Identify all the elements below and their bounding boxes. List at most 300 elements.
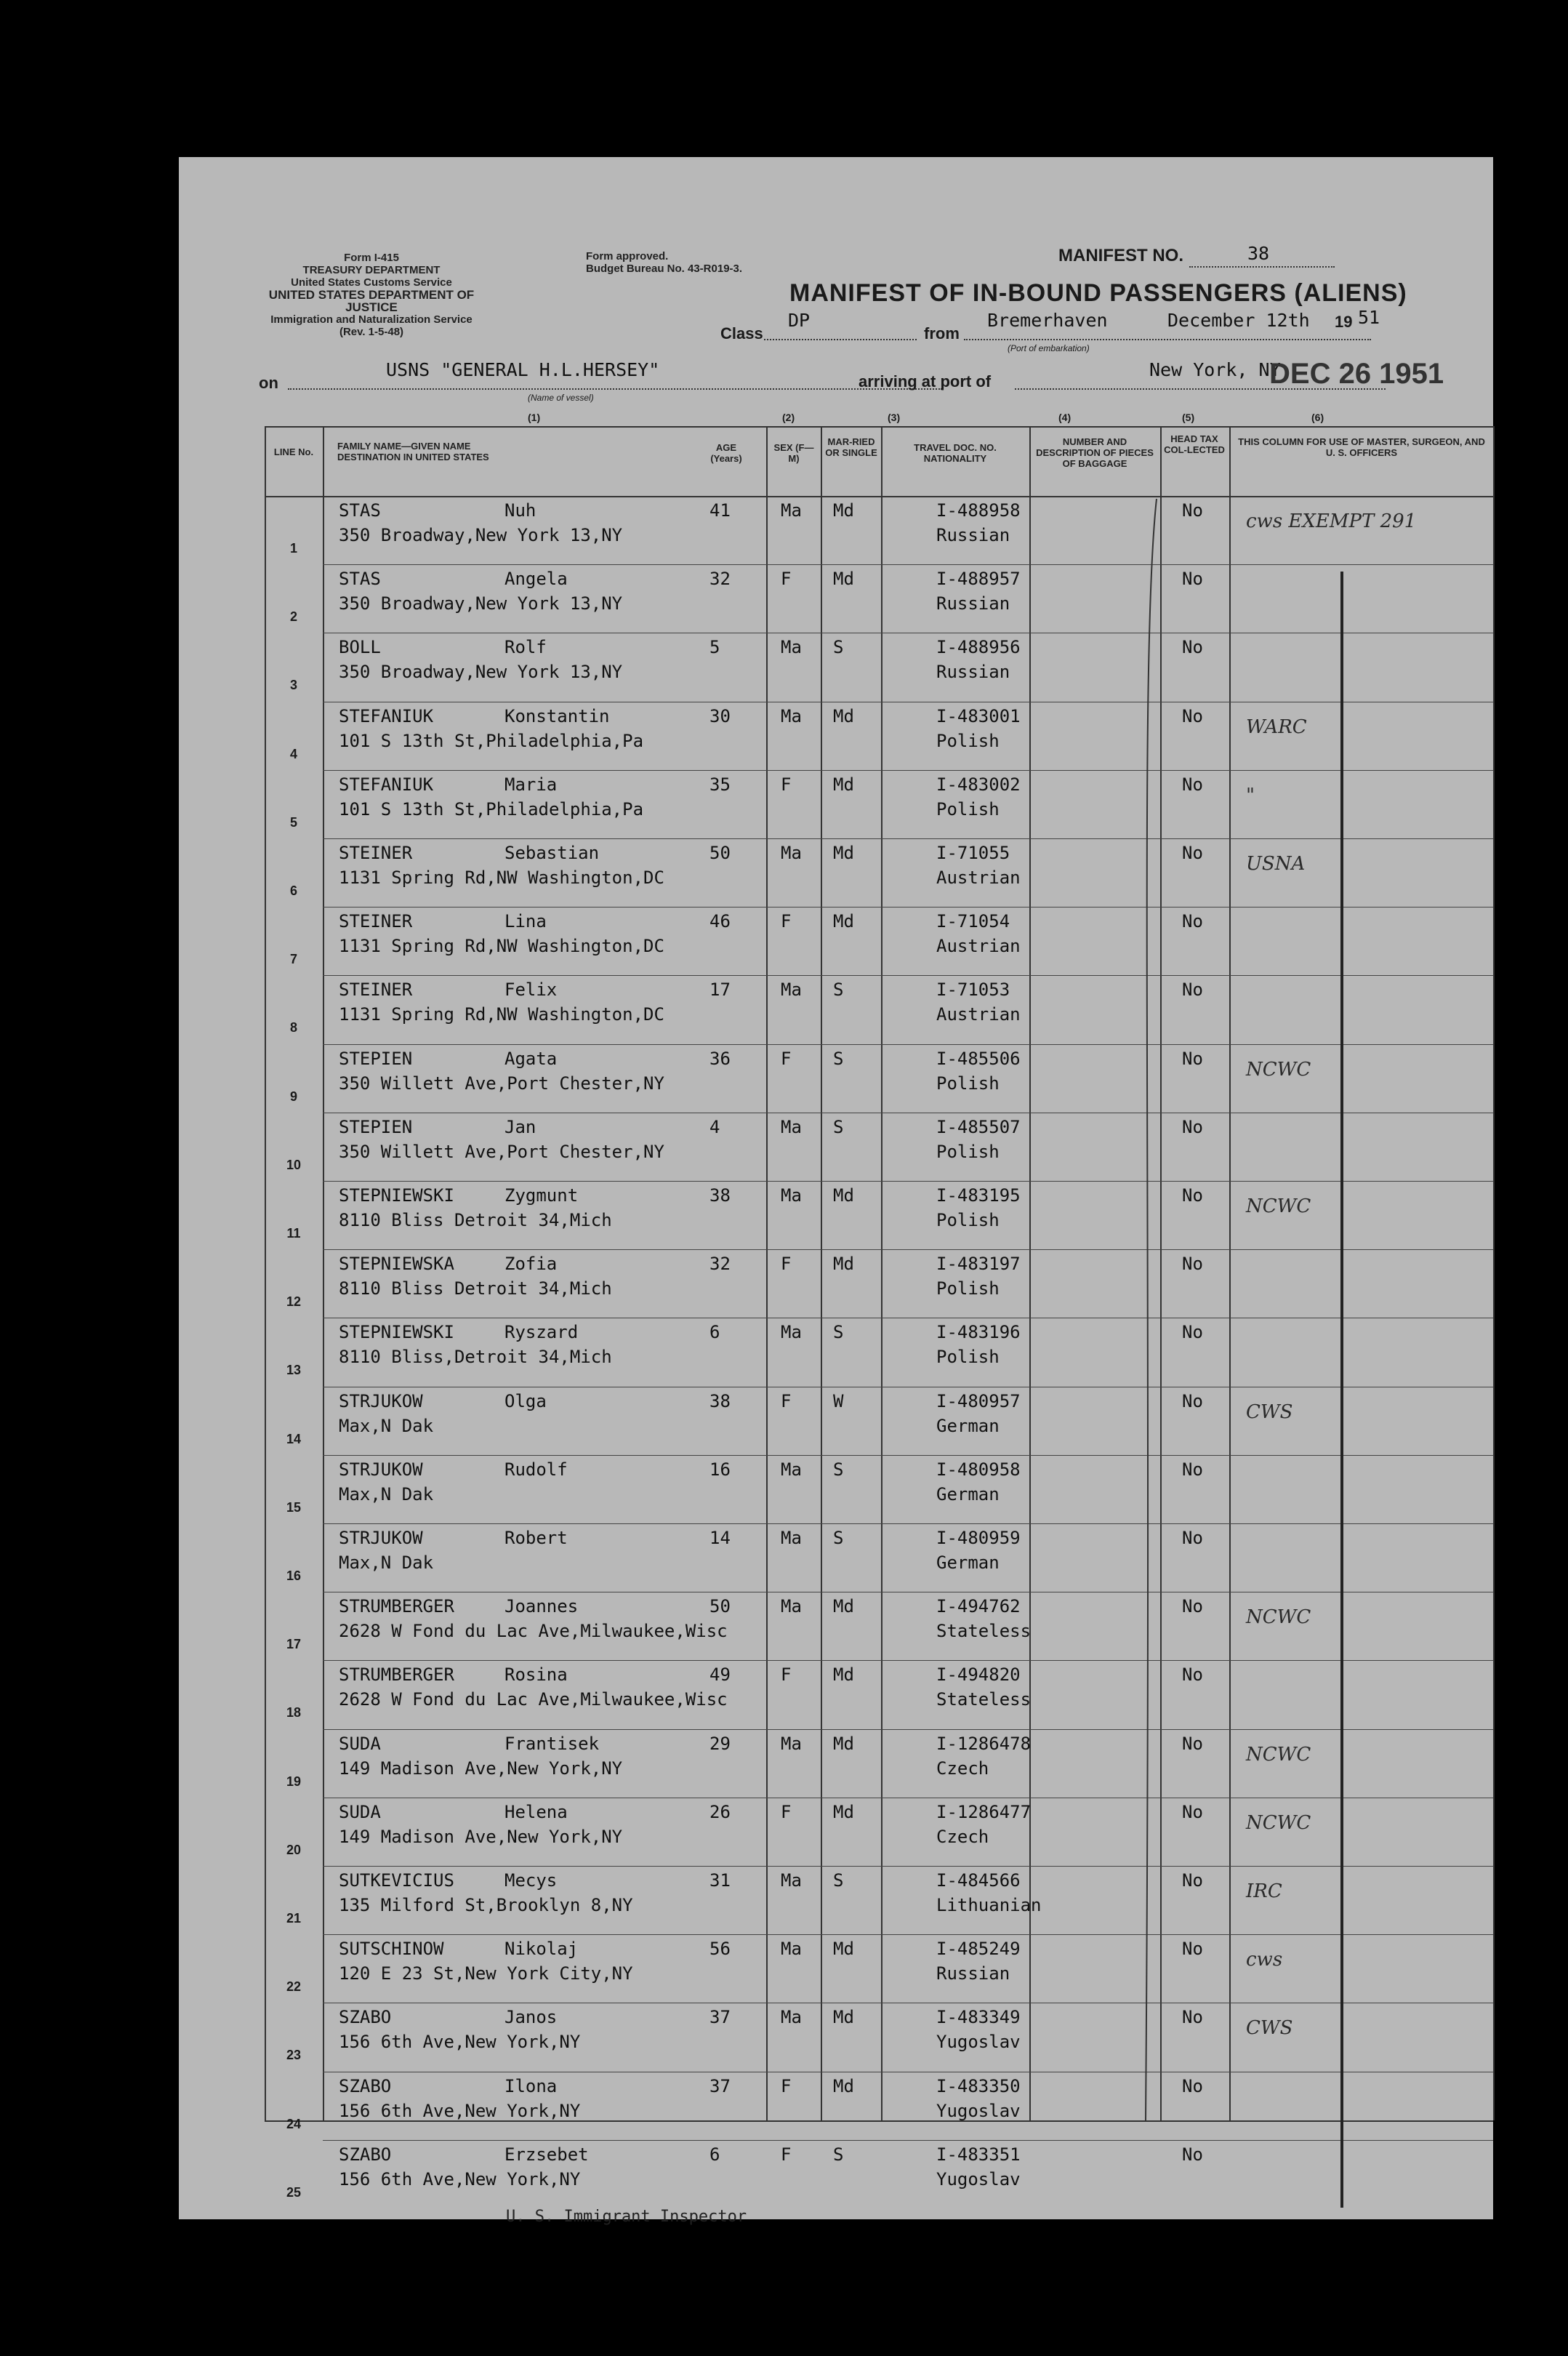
lineno: 21 [286,1911,302,1926]
sex: F [781,911,792,932]
age: 37 [709,2007,731,2028]
col-num-6: (6) [1311,412,1324,423]
sex: Ma [781,1322,802,1343]
col-num-1: (1) [528,412,541,423]
head-tax: No [1182,569,1203,590]
nationality: Polish [936,730,1000,751]
destination: Max,N Dak [339,1483,434,1504]
lineno: 17 [286,1637,302,1652]
nationality: Austrian [936,1004,1021,1025]
head-tax: No [1182,774,1203,795]
officer-note: NCWC [1246,1058,1311,1081]
marital-status: S [833,1870,844,1891]
head-tax: No [1182,911,1203,932]
officer-note: cws EXEMPT 291 [1246,510,1417,532]
destination: 101 S 13th St,Philadelphia,Pa [339,730,644,751]
age: 16 [709,1459,731,1480]
year-value: 51 [1358,307,1380,328]
destination: 8110 Bliss Detroit 34,Mich [339,1278,612,1299]
family-name: STEFANIUK [339,705,434,726]
family-name: SZABO [339,2075,392,2096]
nationality: Lithuanian [936,1895,1042,1915]
nationality: Polish [936,1278,1000,1299]
head-tax: No [1182,705,1203,726]
marital-status: S [833,1116,844,1137]
head-tax: No [1182,1528,1203,1548]
col-num-3: (3) [888,412,901,423]
head-tax: No [1182,843,1203,863]
travel-doc-no: I-485249 [936,1939,1021,1960]
head-tax: No [1182,1596,1203,1617]
officer-note: IRC [1246,1880,1282,1902]
col-num-4: (4) [1058,412,1072,423]
family-name: SUDA [339,1733,381,1754]
head-tax: No [1182,1116,1203,1137]
lineno: 11 [286,1226,301,1241]
family-name: STRUMBERGER [339,1664,454,1686]
marital-status: Md [833,843,854,863]
arriving-label: arriving at port of [859,372,992,390]
family-name: STEPNIEWSKI [339,1185,454,1206]
age: 35 [709,774,731,795]
family-name: BOLL [339,637,381,658]
lineno: 4 [289,746,298,761]
marital-status: Md [833,774,854,795]
lineno: 25 [286,2184,302,2200]
destination: 350 Broadway,New York 13,NY [339,662,623,683]
age: 41 [709,500,731,521]
nationality: Russian [936,1963,1010,1984]
manifest-no: 38 [1247,243,1270,264]
destination: 156 6th Ave,New York,NY [339,2100,581,2121]
th-age: AGE (Years) [710,442,742,464]
marital-status: S [833,979,844,1001]
family-name: STRJUKOW [339,1390,423,1411]
family-name: STAS [339,500,381,521]
travel-doc-no: I-485507 [936,1116,1021,1137]
destination: 350 Broadway,New York 13,NY [339,525,623,545]
marital-status: Md [833,1733,854,1754]
age: 38 [709,1390,731,1411]
head-tax: No [1182,500,1203,521]
nationality: Yugoslav [936,2032,1021,2053]
given-name: Nikolaj [504,1939,579,1960]
officer-note: NCWC [1246,1743,1311,1766]
th-tax: HEAD TAX COL-LECTED [1164,433,1225,455]
marital-status: S [833,2144,844,2165]
sex: F [781,569,792,590]
age: 46 [709,911,731,932]
revision: (Rev. 1-5-48) [339,326,404,338]
given-name: Agata [504,1048,558,1069]
age: 49 [709,1664,731,1686]
port-value: New York, NY [1149,359,1281,380]
destination: 101 S 13th St,Philadelphia,Pa [339,798,644,820]
sex: F [781,1664,792,1686]
given-name: Olga [504,1390,547,1411]
sex: F [781,1801,792,1822]
sex: F [781,1390,792,1411]
sex: Ma [781,1116,802,1137]
sex: F [781,1254,792,1275]
nationality: Stateless [936,1689,1032,1710]
officer-note: cws [1246,1949,1283,1971]
sex: Ma [781,979,802,1001]
lineno: 16 [286,1568,302,1583]
nationality: Russian [936,593,1010,614]
class-label: Class [720,324,763,342]
given-name: Rudolf [504,1459,568,1480]
from-label: from [924,324,960,342]
manifest-page [179,157,1493,2226]
th-line-no: LINE No. [273,446,314,457]
travel-doc-no: I-488958 [936,500,1021,521]
destination: 350 Willett Ave,Port Chester,NY [339,1141,664,1162]
age: 14 [709,1528,731,1548]
nationality: Polish [936,798,1000,820]
nationality: German [936,1552,1000,1573]
travel-doc-no: I-480957 [936,1390,1021,1411]
officer-note: " [1246,784,1255,806]
officer-note: USNA [1246,853,1306,875]
marital-status: Md [833,1596,854,1617]
inspector-signature: U. S. Immigrant Inspector [506,2208,747,2226]
lineno: 18 [286,1705,302,1720]
marital-status: Md [833,911,854,932]
class-value: DP [788,310,811,331]
destination: 350 Willett Ave,Port Chester,NY [339,1073,664,1094]
vessel-note: (Name of vessel) [528,393,594,403]
travel-doc-no: I-1286477 [936,1801,1032,1822]
given-name: Konstantin [504,705,610,726]
family-name: STEINER [339,843,413,863]
sex: Ma [781,1185,802,1206]
head-tax: No [1182,2075,1203,2096]
age: 50 [709,1596,731,1617]
age: 29 [709,1733,731,1754]
destination: 156 6th Ave,New York,NY [339,2032,581,2053]
travel-doc-no: I-483196 [936,1322,1021,1343]
lineno: 1 [289,541,298,556]
sex: Ma [781,1528,802,1548]
col-num-5: (5) [1182,412,1195,423]
family-name: SUTSCHINOW [339,1939,444,1960]
sex: Ma [781,637,802,658]
sex: Ma [781,1870,802,1891]
given-name: Rolf [504,637,547,658]
age: 5 [709,637,720,658]
lineno: 12 [286,1294,302,1310]
nationality: Austrian [936,868,1021,888]
travel-doc-no: I-480958 [936,1459,1021,1480]
nationality: German [936,1483,1000,1504]
th-sex: SEX (F—M) [773,442,814,464]
sex: F [781,774,792,795]
given-name: Ryszard [504,1322,579,1343]
family-name: STEINER [339,979,413,1001]
nationality: Yugoslav [936,2168,1021,2189]
sex: Ma [781,843,802,863]
travel-doc-no: I-488956 [936,637,1021,658]
port-note: (Port of embarkation) [1008,343,1090,353]
age: 4 [709,1116,720,1137]
justice-dept: UNITED STATES DEPARTMENT OF JUSTICE [268,288,475,314]
travel-doc-no: I-483349 [936,2007,1021,2028]
head-tax: No [1182,1801,1203,1822]
handwritten-marks [179,157,1493,2219]
lineno: 10 [286,1157,302,1172]
head-tax: No [1182,637,1203,658]
given-name: Ilona [504,2075,558,2096]
form-approved: Form approved. [586,250,669,263]
family-name: STEFANIUK [339,774,434,795]
destination: 1131 Spring Rd,NW Washington,DC [339,936,664,957]
nationality: German [936,1415,1000,1436]
travel-doc-no: I-483350 [936,2075,1021,2096]
marital-status: Md [833,569,854,590]
officer-note: NCWC [1246,1606,1311,1629]
head-tax: No [1182,2007,1203,2028]
destination: 1131 Spring Rd,NW Washington,DC [339,1004,664,1025]
destination: 350 Broadway,New York 13,NY [339,593,623,614]
lineno: 8 [289,1020,298,1035]
travel-doc-no: I-1286478 [936,1733,1032,1754]
age: 38 [709,1185,731,1206]
destination: 1131 Spring Rd,NW Washington,DC [339,868,664,888]
given-name: Rosina [504,1664,568,1686]
family-name: SZABO [339,2007,392,2028]
sex: F [781,2144,792,2165]
marital-status: S [833,1528,844,1548]
age: 50 [709,843,731,863]
family-name: STEPNIEWSKI [339,1322,454,1343]
travel-doc-no: I-71055 [936,843,1010,863]
lineno: 23 [286,2048,302,2063]
destination: 135 Milford St,Brooklyn 8,NY [339,1895,633,1915]
lineno: 9 [289,1089,298,1104]
given-name: Frantisek [504,1733,600,1754]
officer-note: NCWC [1246,1195,1311,1217]
date-value: December 12th [1167,310,1310,331]
officer-note: CWS [1246,1401,1293,1423]
destination: Max,N Dak [339,1552,434,1573]
family-name: SUTKEVICIUS [339,1870,454,1891]
nationality: Czech [936,1758,989,1779]
officer-note: CWS [1246,2017,1293,2040]
travel-doc-no: I-483001 [936,705,1021,726]
travel-doc-no: I-483197 [936,1254,1021,1275]
travel-doc-no: I-484566 [936,1870,1021,1891]
marital-status: Md [833,2007,854,2028]
sex: Ma [781,2007,802,2028]
given-name: Felix [504,979,558,1001]
travel-doc-no: I-483195 [936,1185,1021,1206]
head-tax: No [1182,1733,1203,1754]
age: 17 [709,979,731,1001]
destination: 8110 Bliss Detroit 34,Mich [339,1210,612,1230]
destination: 149 Madison Ave,New York,NY [339,1826,623,1847]
destination: 156 6th Ave,New York,NY [339,2168,581,2189]
age: 56 [709,1939,731,1960]
th-married: MAR-RIED OR SINGLE [825,436,877,458]
sex: Ma [781,705,802,726]
nationality: Polish [936,1347,1000,1368]
family-name: STRJUKOW [339,1459,423,1480]
travel-doc-no: I-71054 [936,911,1010,932]
nationality: Czech [936,1826,989,1847]
family-name: STRUMBERGER [339,1596,454,1617]
given-name: Mecys [504,1870,558,1891]
nationality: Yugoslav [936,2100,1021,2121]
given-name: Sebastian [504,843,600,863]
marital-status: S [833,1048,844,1069]
lineno: 5 [289,814,298,830]
head-tax: No [1182,979,1203,1001]
destination: 2628 W Fond du Lac Ave,Milwaukee,Wisc [339,1621,728,1642]
travel-doc-no: I-71053 [936,979,1010,1001]
lineno: 2 [289,609,298,625]
given-name: Helena [504,1801,568,1822]
on-label: on [259,374,278,392]
budget-bureau: Budget Bureau No. 43-R019-3. [586,263,743,275]
marital-status: S [833,1322,844,1343]
th-baggage: NUMBER AND DESCRIPTION OF PIECES OF BAGGAGE [1036,436,1154,469]
family-name: STAS [339,569,381,590]
age: 37 [709,2075,731,2096]
family-name: SUDA [339,1801,381,1822]
lineno: 3 [289,678,298,693]
destination: 149 Madison Ave,New York,NY [339,1758,623,1779]
given-name: Zygmunt [504,1185,579,1206]
lineno: 13 [286,1363,302,1378]
head-tax: No [1182,1390,1203,1411]
nationality: Polish [936,1141,1000,1162]
given-name: Erzsebet [504,2144,589,2165]
form-number: Form I-415 [344,252,399,264]
sex: F [781,2075,792,2096]
family-name: STRJUKOW [339,1528,423,1548]
ins-service: Immigration and Naturalization Service [270,313,473,326]
treasury-dept: TREASURY DEPARTMENT [302,264,441,276]
head-tax: No [1182,1185,1203,1206]
lineno: 14 [286,1431,302,1446]
family-name: STEINER [339,911,413,932]
nationality: Austrian [936,936,1021,957]
sex: F [781,1048,792,1069]
given-name: Lina [504,911,547,932]
head-tax: No [1182,2144,1203,2165]
family-name: STEPIEN [339,1048,413,1069]
nationality: Polish [936,1210,1000,1230]
sex: Ma [781,1733,802,1754]
destination: 2628 W Fond du Lac Ave,Milwaukee,Wisc [339,1689,728,1710]
marital-status: Md [833,2075,854,2096]
nationality: Stateless [936,1621,1032,1642]
family-name: STEPIEN [339,1116,413,1137]
age: 31 [709,1870,731,1891]
head-tax: No [1182,1870,1203,1891]
lineno: 20 [286,1842,302,1857]
marital-status: S [833,637,844,658]
sex: Ma [781,1596,802,1617]
given-name: Nuh [504,500,536,521]
manifest-no-label: MANIFEST NO. [1058,246,1183,265]
from-value: Bremerhaven [987,310,1108,331]
date-stamp: DEC 26 1951 [1269,358,1444,390]
sex: Ma [781,500,802,521]
travel-doc-no: I-494820 [936,1664,1021,1686]
age: 36 [709,1048,731,1069]
given-name: Jan [504,1116,536,1137]
travel-doc-no: I-494762 [936,1596,1021,1617]
marital-status: Md [833,1801,854,1822]
sex: Ma [781,1459,802,1480]
vessel-name: USNS "GENERAL H.L.HERSEY" [386,359,660,380]
marital-status: W [833,1390,844,1411]
customs-service: United States Customs Service [291,276,452,289]
marital-status: Md [833,1939,854,1960]
destination: Max,N Dak [339,1415,434,1436]
age: 26 [709,1801,731,1822]
destination: 8110 Bliss,Detroit 34,Mich [339,1347,612,1368]
given-name: Robert [504,1528,568,1548]
age: 6 [709,2144,720,2165]
nationality: Russian [936,525,1010,545]
head-tax: No [1182,1664,1203,1686]
age: 30 [709,705,731,726]
destination: 120 E 23 St,New York City,NY [339,1963,633,1984]
lineno: 15 [286,1499,302,1515]
given-name: Maria [504,774,558,795]
officer-note: NCWC [1246,1811,1311,1834]
year-prefix: 19 [1335,313,1353,331]
lineno: 19 [286,1774,302,1789]
officer-note: WARC [1246,716,1307,738]
travel-doc-no: I-488957 [936,569,1021,590]
family-name: STEPNIEWSKA [339,1254,454,1275]
age: 32 [709,569,731,590]
travel-doc-no: I-483351 [936,2144,1021,2165]
travel-doc-no: I-480959 [936,1528,1021,1548]
head-tax: No [1182,1322,1203,1343]
col-num-2: (2) [782,412,795,423]
lineno: 22 [286,1979,302,1995]
head-tax: No [1182,1459,1203,1480]
given-name: Angela [504,569,568,590]
marital-status: Md [833,1254,854,1275]
travel-doc-no: I-483002 [936,774,1021,795]
marital-status: Md [833,705,854,726]
nationality: Polish [936,1073,1000,1094]
age: 6 [709,1322,720,1343]
th-travel: TRAVEL DOC. NO. NATIONALITY [914,442,997,464]
head-tax: No [1182,1254,1203,1275]
th-name: FAMILY NAME—GIVEN NAME DESTINATION IN UNITED STATES [337,441,489,462]
marital-status: Md [833,1664,854,1686]
given-name: Zofia [504,1254,558,1275]
lineno: 7 [289,952,298,967]
lineno: 6 [289,884,298,898]
marital-status: S [833,1459,844,1480]
given-name: Janos [504,2007,558,2028]
travel-doc-no: I-485506 [936,1048,1021,1069]
family-name: SZABO [339,2144,392,2165]
age: 32 [709,1254,731,1275]
nationality: Russian [936,662,1010,683]
lineno: 24 [286,2116,302,2131]
marital-status: Md [833,500,854,521]
marital-status: Md [833,1185,854,1206]
